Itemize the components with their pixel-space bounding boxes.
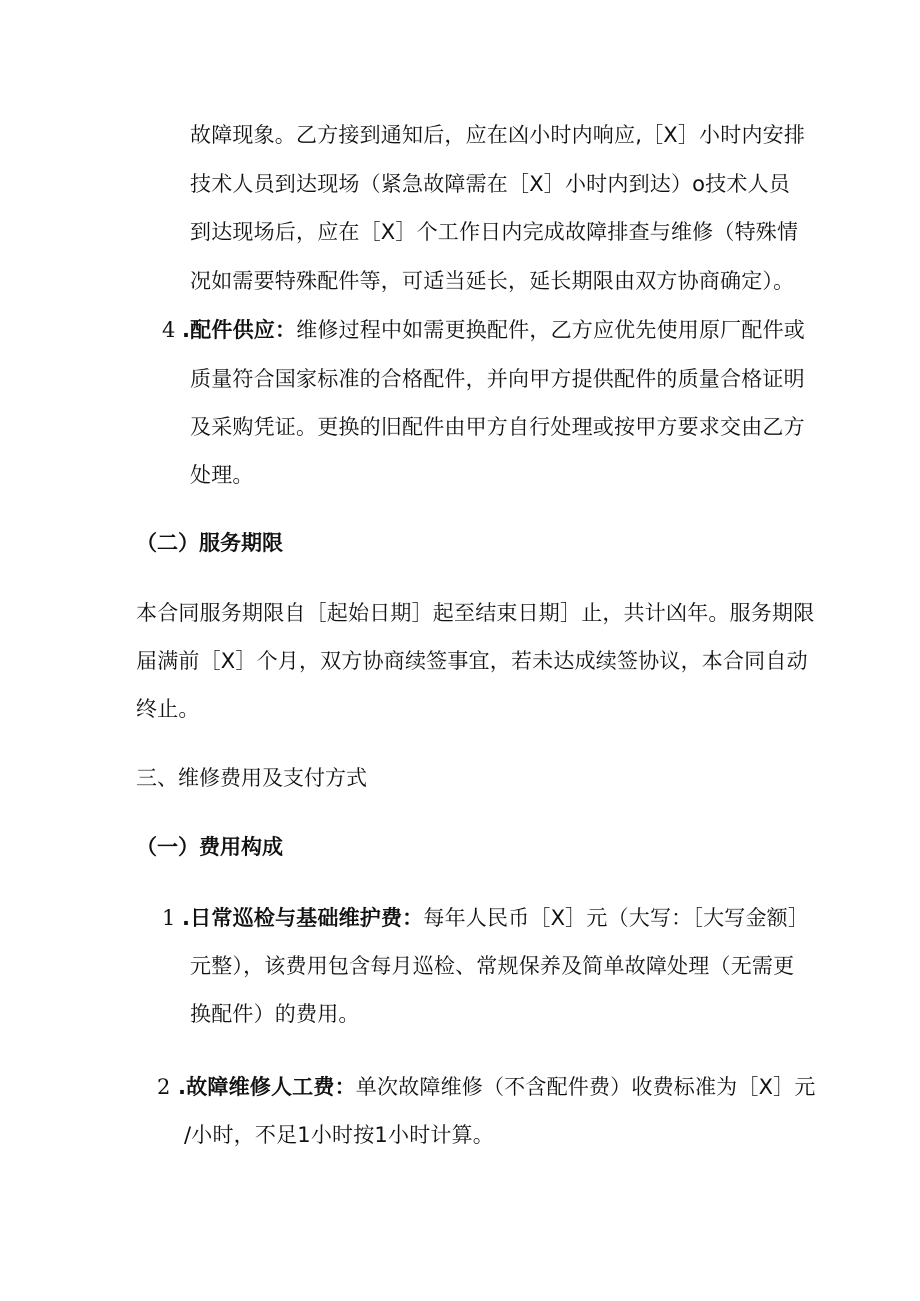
list-number: 1 [162,906,176,930]
paragraph-line: 届满前［X］个月，双方协商续签事宜，若未达成续签协议，本合同自动 [136,649,808,673]
list-item-text: 每年人民币［X］元（大写：［大写金额］ [423,906,810,930]
list-item-label: .日常巡检与基础维护费： [182,906,424,930]
list-item-text: 单次故障维修（不含配件费）收费标准为［X］元 [355,1075,816,1099]
paragraph-line: 处理。 [190,463,254,487]
paragraph-line: 质量符合国家标准的合格配件，并向甲方提供配件的质量合格证明 [190,367,805,391]
paragraph-line: 技术人员到达现场（紧急故障需在［X］小时内到达）o技术人员 [190,172,791,196]
paragraph-line: 到达现场后，应在［X］个工作日内完成故障排查与维修（特殊情 [190,220,799,244]
list-item-text: 维修过程中如需更换配件，乙方应优先使用原厂配件或 [296,318,805,342]
paragraph-line: 故障现象。乙方接到通知后，应在凶小时内响应,［X］小时内安排 [190,123,806,147]
paragraph-line: 换配件）的费用。 [190,1002,360,1026]
section-heading: （二）服务期限 [136,531,283,555]
paragraph-line: 况如需要特殊配件等，可适当延长，延长期限由双方协商确定）。 [190,269,795,293]
list-number: 2 [157,1075,171,1099]
list-item-first-line [182,903,809,933]
list-item-label: .故障维修人工费： [178,1075,356,1099]
section-heading: （一）费用构成 [136,835,283,859]
list-item-first-line [182,315,805,345]
paragraph-line: /小时，不足1小时按1小时计算。 [184,1123,494,1147]
list-number: 4 [162,318,176,342]
list-item-first-line [178,1072,816,1102]
paragraph-line: 终止。 [136,697,200,721]
paragraph-line: 元整），该费用包含每月巡检、常规保养及简单故障处理（无需更 [190,954,795,978]
paragraph-line: 及采购凭证。更换的旧配件由甲方自行处理或按甲方要求交由乙方 [190,415,805,439]
chapter-heading: 三、维修费用及支付方式 [136,766,367,790]
list-item-label: .配件供应： [182,318,297,342]
paragraph-line: 本合同服务期限自［起始日期］起至结束日期］止，共计凶年。服务期限 [136,601,815,625]
